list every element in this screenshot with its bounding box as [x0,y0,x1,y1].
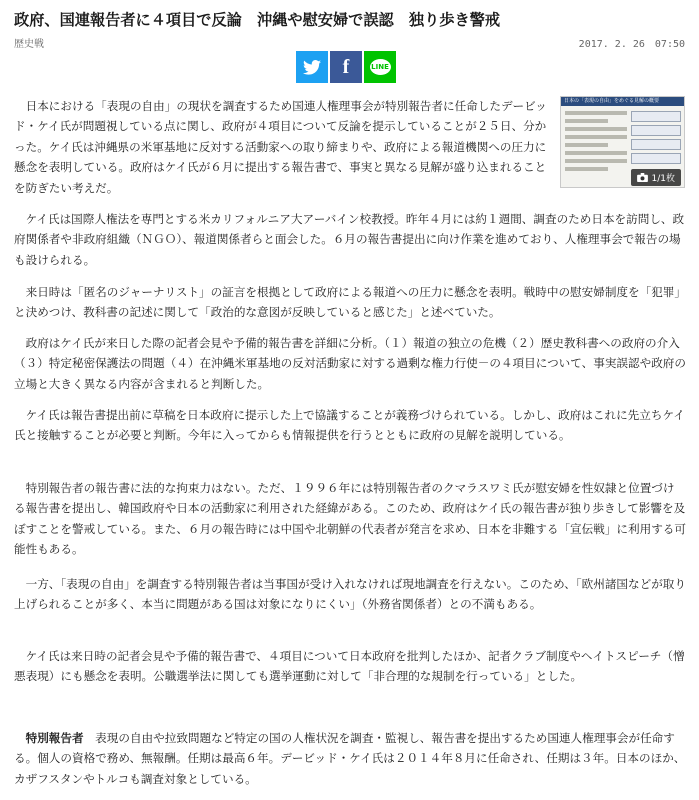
article-paragraph: ケイ氏は報告書提出前に草稿を日本政府に提示した上で協議することが義務づけられている。しかし、政府はこれに先立ちケイ氏と接触することが必要と判断。今年に入ってからも情報提供を行うとともに政府の見解を説明している。 [14,408,685,443]
article-paragraph: ケイ氏は来日時の記者会見や予備的報告書で、４項目について日本政府を批判したほか、記者クラブ制度やヘイトスピーチ（憎悪表現）にも懸念を表明。公職選挙法に関しても選挙運動に対して「非合理的な規制を行っている」とした。 [14,649,685,684]
glossary-definition: 表現の自由や拉致問題など特定の国の人権状況を調査・監視し、報告書を提出するため国連人権理事会が任命する。個人の資格で務め、無報酬。任期は最高６年。デービッド・ケイ氏は２０１４年８月に任命され、任期は３年。日本のほか、カザフスタンやトルコも調査対象としている。 [14,731,686,786]
article-paragraph: 政府はケイ氏が来日した際の記者会見や予備的報告書を詳細に分析。（１）報道の独立の危機（２）歴史教科書への政府の介入（３）特定秘密保護法の問題（４）在沖縄米軍基地の反対活動家に対する過剰な権力行使－の４項目について、事実誤認や政府の立場と大きく異なる内容が含まれると判断した。 [14,336,686,391]
image-counter-badge[interactable] [631,169,682,186]
facebook-share-button[interactable] [330,51,362,83]
camera-icon [637,173,648,182]
article-paragraph: 一方、「表現の自由」を調査する特別報告者は当事国が受け入れなければ現地調査を行えない。このため、「欧州諸国などが取り上げられることが多く、本当に問題がある国は対象になりにくい」（外務省関係者）との不満もある。 [14,577,686,612]
article-paragraph: 来日時は「匿名のジャーナリスト」の証言を根拠として政府による報道への圧力に懸念を表明。戦時中の慰安婦制度を「犯罪」と決めつけ、教科書の記述に関して「政治的な意図が反映していると感じた」と述べていた。 [14,285,686,320]
image-counter-text: 1/1枚 [651,174,675,184]
article-paragraph: 日本における「表現の自由」の現状を調査するため国連人権理事会が特別報告者に任命したデービッド・ケイ氏が問題視している点に関し、政府が４項目について反論を提示していることが２５日、分かった。ケイ氏は沖縄県の米軍基地に反対する活動家への取り締まりや、政府による報道機関への圧力に懸念を表明している。政府はケイ氏が６月に提出する報告書で、事実と異なる見解が盛り込まれることを防ぎたい考えだ。 [14,99,547,195]
facebook-f-icon: f [342,55,350,78]
line-share-button[interactable] [364,51,396,83]
article-headline: 政府、国連報告者に４項目で反論 沖縄や慰安婦で誤認 独り歩き警戒 [14,11,500,29]
glossary-note [14,728,686,789]
twitter-share-button[interactable] [296,51,328,83]
share-bar [296,51,396,83]
glossary-term: 特別報告者 [25,731,84,745]
figure-caption: 日本の「表現の自由」をめぐる見解の概要 [561,97,684,106]
article-paragraph: 特別報告者の報告書に法的な拘束力はない。ただ、１９９６年には特別報告者のクマラスワミ氏が慰安婦を性奴隷と位置づける報告書を提出し、韓国政府や日本の活動家に利用された経緯がある。このため、政府はケイ氏の報告書が独り歩きして影響を及ぼすことを警戒している。また、６月の報告時には中国や北朝鮮の代表者が発言を求め、日本を非難する「宣伝戦」に利用する可能性もある。 [14,481,686,557]
figure-thumbnail [561,106,684,188]
article-paragraph: ケイ氏は国際人権法を専門とする米カリフォルニア大アーバイン校教授。昨年４月には約１週間、調査のため日本を訪問し、政府関係者や非政府組織（ＮＧＯ）、報道関係者らと面会した。６月の報告書提出に向け作業を進めており、人権理事会で報告の場も設けられる。 [14,212,685,267]
twitter-bird-icon [303,60,321,75]
article-datetime: 2017. 2. 26 07:50 [578,39,685,50]
article-figure[interactable] [560,96,685,188]
article-category[interactable]: 歴史戦 [14,39,44,50]
line-logo-icon: LINE [370,59,391,75]
